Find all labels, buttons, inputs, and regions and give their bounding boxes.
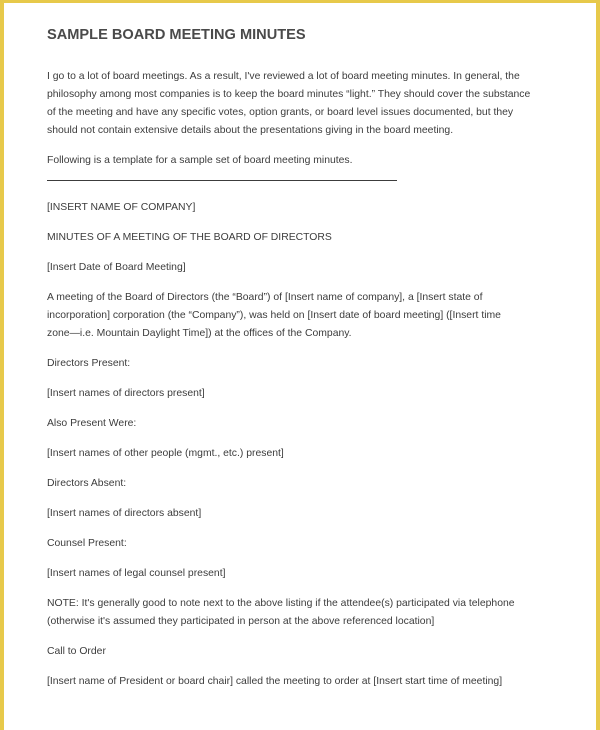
counsel-present-label: Counsel Present: xyxy=(47,538,127,549)
note-paragraph xyxy=(47,595,577,631)
intro-line: I go to a lot of board meetings. As a result, I've reviewed a lot of board meeting minutes. In general, the xyxy=(47,71,520,82)
directors-present-label: Directors Present: xyxy=(47,358,131,369)
minutes-heading: MINUTES OF A MEETING OF THE BOARD OF DIRECTORS xyxy=(47,232,332,243)
company-placeholder: [INSERT NAME OF COMPANY] xyxy=(47,202,196,213)
meeting-line: zone—i.e. Mountain Daylight Time]) at the offices of the Company. xyxy=(47,328,352,339)
intro-line: philosophy among most companies is to keep the board minutes “light.” They should cover the substance xyxy=(47,89,531,100)
meeting-paragraph xyxy=(47,289,577,343)
note-line: (otherwise it's assumed they participated in person at the above referenced location] xyxy=(47,616,435,627)
directors-present-value: [Insert names of directors present] xyxy=(47,388,205,399)
meeting-date-placeholder: [Insert Date of Board Meeting] xyxy=(47,262,186,273)
also-present-value: [Insert names of other people (mgmt., etc.) present] xyxy=(47,448,284,459)
counsel-present-value: [Insert names of legal counsel present] xyxy=(47,568,226,579)
meeting-line: A meeting of the Board of Directors (the “Board”) of [Insert name of company], a [Insert state of xyxy=(47,292,483,303)
call-to-order-value: [Insert name of President or board chair] called the meeting to order at [Insert start time of meeting] xyxy=(47,676,503,687)
directors-absent-label: Directors Absent: xyxy=(47,478,127,489)
template-intro: Following is a template for a sample set of board meeting minutes. xyxy=(47,155,353,166)
intro-line: should not contain extensive details about the presentations giving in the board meeting. xyxy=(47,125,454,136)
intro-paragraph xyxy=(47,68,577,140)
intro-line: of the meeting and have any specific votes, option grants, or board level issues documented, but they xyxy=(47,107,514,118)
document-title: SAMPLE BOARD MEETING MINUTES xyxy=(47,27,306,43)
meeting-line: incorporation] corporation (the “Company”), was held on [Insert date of board meeting] ([Insert time xyxy=(47,310,501,321)
note-line: NOTE: It's generally good to note next to the above listing if the attendee(s) participated via telephone xyxy=(47,598,515,609)
document-page xyxy=(47,25,577,691)
call-to-order-label: Call to Order xyxy=(47,646,106,657)
directors-absent-value: [Insert names of directors absent] xyxy=(47,508,202,519)
also-present-label: Also Present Were: xyxy=(47,418,137,429)
